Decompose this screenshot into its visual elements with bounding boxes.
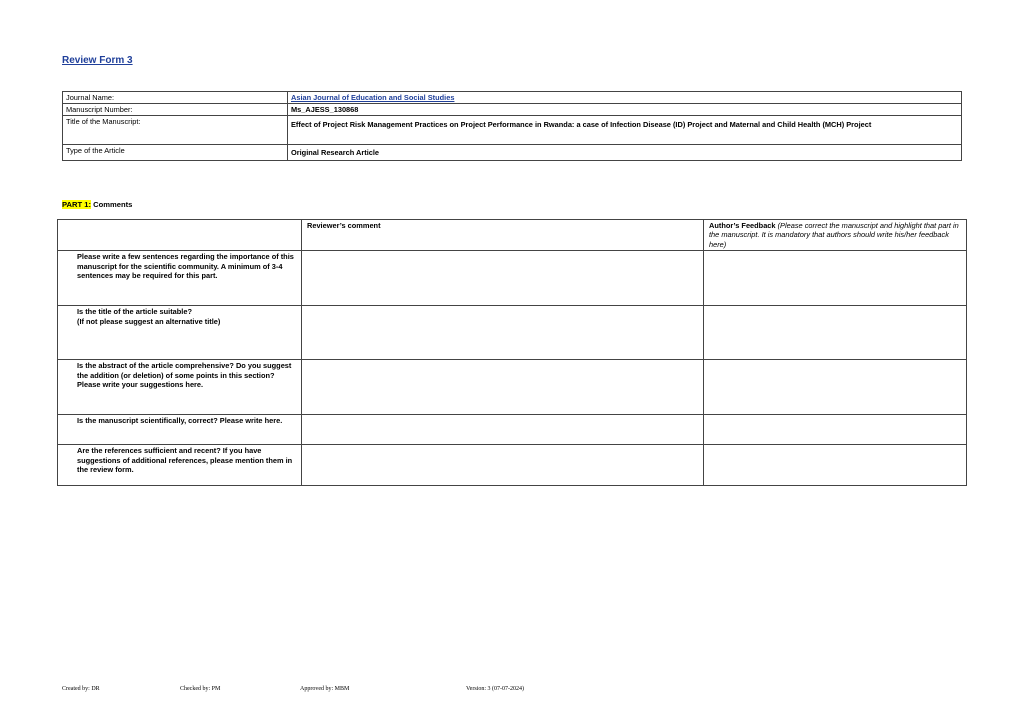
journal-row (63, 92, 962, 104)
part1-label-rest: Comments (90, 200, 133, 209)
reviewer-comment-header: Reviewer’s comment (302, 220, 704, 251)
manuscript-title-row (63, 116, 962, 145)
author-feedback-cell[interactable] (704, 415, 967, 445)
reviewer-comment-cell[interactable] (302, 306, 704, 360)
reviewer-comment-cell[interactable] (302, 415, 704, 445)
form-title: Review Form 3 (62, 55, 133, 66)
question-references: Are the references sufficient and recent? If you have suggestions of additional references, please mention them in the review form. (58, 445, 302, 486)
question-importance: Please write a few sentences regarding the importance of this manuscript for the scientific community. A minimum of 3-4 sentences may be required for this part. (58, 251, 302, 306)
footer-version: Version: 3 (07-07-2024) (466, 686, 524, 692)
author-feedback-note: (Please correct the manuscript and highlight that part in the manuscript. It is mandatory that authors should write his/her feedback here) (709, 221, 959, 249)
author-feedback-cell[interactable] (704, 306, 967, 360)
reviewer-comment-cell[interactable] (302, 445, 704, 486)
question-row (58, 415, 967, 445)
article-type-row (63, 145, 962, 161)
manuscript-number-label: Manuscript Number: (63, 104, 288, 116)
blank-header-cell (58, 220, 302, 251)
footer-created-by: Created by: DR (62, 686, 100, 692)
part1-highlight: PART 1: (62, 200, 91, 209)
question-row (58, 306, 967, 360)
manuscript-title-label: Title of the Manuscript: (63, 116, 288, 145)
author-feedback-cell[interactable] (704, 360, 967, 415)
article-type-label: Type of the Article (63, 145, 288, 161)
journal-link[interactable]: Asian Journal of Education and Social Studies (291, 93, 455, 102)
question-scientific: Is the manuscript scientifically, correct? Please write here. (58, 415, 302, 445)
question-abstract: Is the abstract of the article comprehensive? Do you suggest the addition (or deletion) of some points in this section? Please write your suggestions here. (58, 360, 302, 415)
author-feedback-cell[interactable] (704, 445, 967, 486)
manuscript-number-value: Ms_AJESS_130868 (288, 104, 962, 116)
question-title-suitable: Is the title of the article suitable? (If not please suggest an alternative title) (58, 306, 302, 360)
article-type-value: Original Research Article (288, 145, 962, 161)
footer-approved-by: Approved by: MBM (300, 686, 350, 692)
author-feedback-header (704, 220, 967, 251)
part1-label (62, 200, 132, 209)
journal-label: Journal Name: (63, 92, 288, 104)
journal-value (288, 92, 962, 104)
footer-checked-by: Checked by: PM (180, 686, 221, 692)
manuscript-number-row (63, 104, 962, 116)
comments-header-row (58, 220, 967, 251)
question-row (58, 251, 967, 306)
manuscript-title-value: Effect of Project Risk Management Practices on Project Performance in Rwanda: a case of Infection Disease (ID) Project and Maternal and Child Health (MCH) Project (288, 116, 962, 145)
author-feedback-cell[interactable] (704, 251, 967, 306)
author-feedback-title: Author’s Feedback (709, 221, 776, 230)
question-row (58, 360, 967, 415)
reviewer-comment-cell[interactable] (302, 251, 704, 306)
question-row (58, 445, 967, 486)
reviewer-comment-cell[interactable] (302, 360, 704, 415)
manuscript-info-table (62, 91, 962, 161)
comments-table (57, 219, 967, 486)
